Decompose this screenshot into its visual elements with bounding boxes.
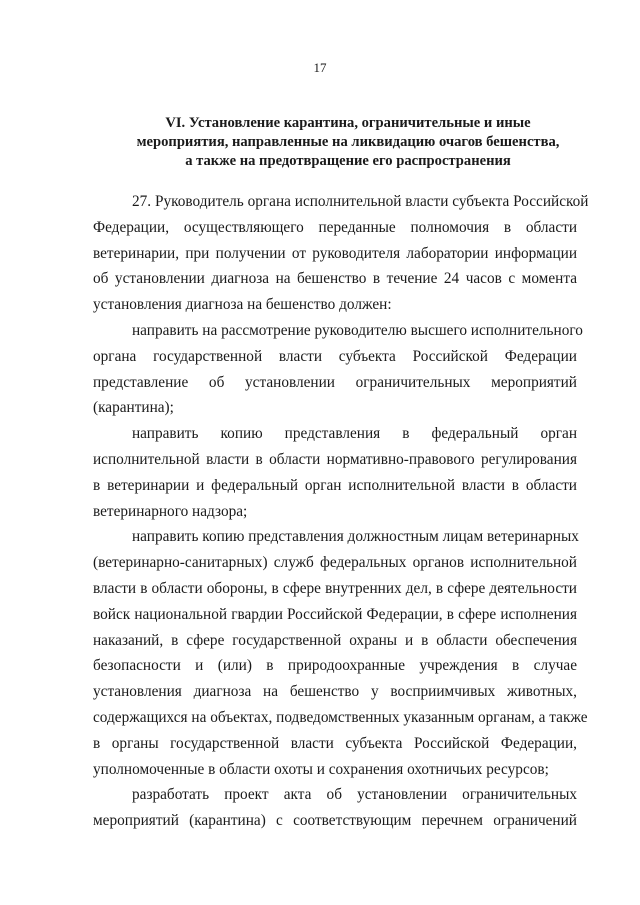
paragraph-line: (карантина); — [93, 399, 174, 417]
paragraph-line: в ветеринарии и федеральный орган исполнительной власти в области — [93, 476, 577, 494]
paragraph-line: мероприятий (карантина) с соответствующим перечнем ограничений — [93, 812, 577, 830]
paragraph-line: ветеринарного надзора; — [93, 502, 248, 520]
paragraph-line: направить копию представления в федеральный орган — [132, 425, 577, 443]
heading-line: VI. Установление карантина, ограничительные и иные — [165, 115, 531, 131]
paragraph-line: исполнительной власти в области нормативно-правового регулирования — [93, 450, 577, 468]
paragraph-line: направить на рассмотрение руководителю высшего исполнительного — [132, 321, 583, 339]
paragraph-line: установления диагноза на бешенство у восприимчивых животных, — [93, 683, 577, 701]
heading-line: мероприятия, направленные на ликвидацию очагов бешенства, — [136, 134, 560, 150]
paragraph-line: представление об установлении ограничительных мероприятий — [93, 373, 577, 391]
paragraph-line: содержащихся на объектах, подведомственных указанным органам, а также — [93, 708, 588, 726]
section-heading — [120, 114, 576, 171]
paragraph-line: направить копию представления должностным лицам ветеринарных — [132, 528, 579, 546]
page-number: 17 — [313, 60, 327, 75]
paragraph-line: наказаний, в сфере государственной охраны и в области обеспечения — [93, 631, 577, 649]
paragraph-line: уполномоченные в области охоты и сохранения охотничьих ресурсов; — [93, 760, 549, 778]
paragraph-line: (ветеринарно-санитарных) служб федеральных органов исполнительной — [93, 554, 577, 572]
paragraph-line: ветеринарии, при получении от руководителя лаборатории информации — [93, 244, 577, 262]
paragraph-line: в органы государственной власти субъекта Российской Федерации, — [93, 734, 577, 752]
paragraph-line: разработать проект акта об установлении ограничительных — [132, 786, 577, 804]
heading-line: а также на предотвращение его распространения — [185, 153, 511, 169]
paragraph-line: безопасности и (или) в природоохранные учреждения в случае — [93, 657, 577, 675]
paragraph-line: органа государственной власти субъекта Российской Федерации — [93, 347, 577, 365]
document-body — [93, 189, 589, 834]
paragraph-line: 27. Руководитель органа исполнительной власти субъекта Российской — [132, 193, 589, 210]
paragraph-line: об установлении диагноза на бешенство в течение 24 часов с момента — [93, 270, 577, 288]
paragraph-line: войск национальной гвардии Российской Федерации, в сфере исполнения — [93, 605, 577, 623]
paragraph-line: установления диагноза на бешенство должен: — [93, 296, 392, 314]
paragraph-line: Федерации, осуществляющего переданные полномочия в области — [93, 218, 577, 236]
paragraph-line: власти в области обороны, в сфере внутренних дел, в сфере деятельности — [93, 579, 577, 597]
